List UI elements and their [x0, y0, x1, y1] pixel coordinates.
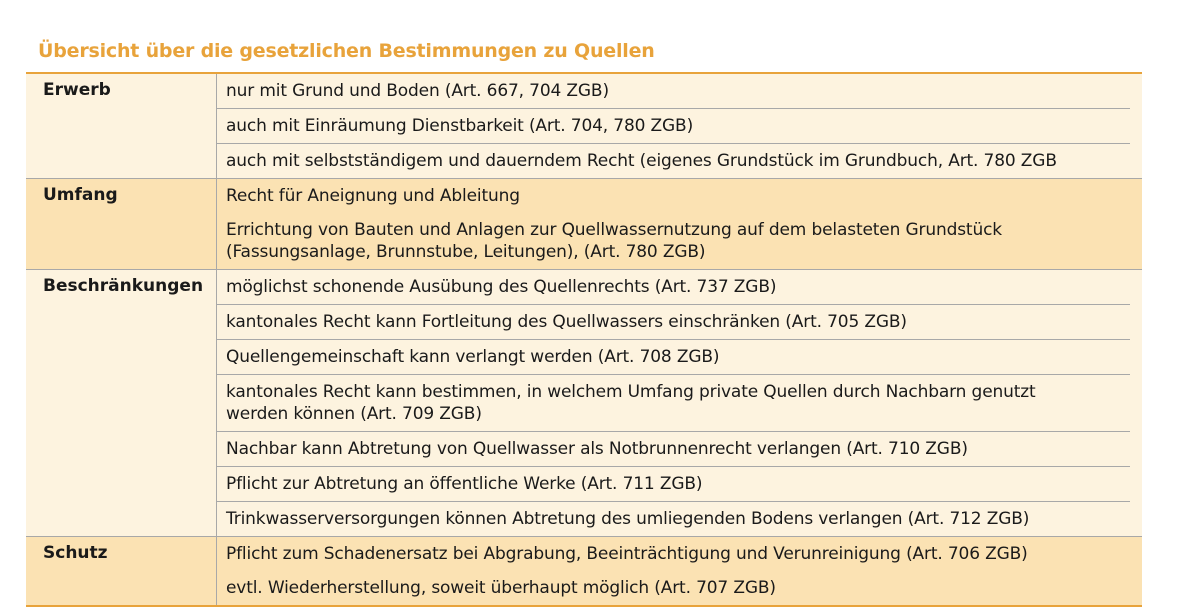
table-row: kantonales Recht kann bestimmen, in welchem Umfang private Quellen durch Nachbarn genutzt werden können (Art. 709 ZGB) [217, 374, 1130, 431]
table-row: Recht für Aneignung und Ableitung [226, 186, 520, 206]
table-row: kantonales Recht kann Fortleitung des Quellwassers einschränken (Art. 705 ZGB) [217, 304, 1130, 339]
section-label: Umfang [26, 179, 217, 269]
table-row: nur mit Grund und Boden (Art. 667, 704 ZGB) [226, 81, 609, 101]
table-row: Quellengemeinschaft kann verlangt werden (Art. 708 ZGB) [217, 339, 1130, 374]
table-row: möglichst schonende Ausübung des Quellenrechts (Art. 737 ZGB) [226, 277, 777, 297]
table-row: Pflicht zum Schadenersatz bei Abgrabung, Beeinträchtigung und Verunreinigung (Art. 706 ZGB) [226, 544, 1028, 564]
table-row: Nachbar kann Abtretung von Quellwasser als Notbrunnenrecht verlangen (Art. 710 ZGB) [217, 431, 1130, 466]
table-row: Errichtung von Bauten und Anlagen zur Quellwassernutzung auf dem belasteten Grundstück (Fassungsanlage, Brunnstube, Leitungen), (Art. 780 ZGB) [226, 220, 1002, 262]
table-row: evtl. Wiederherstellung, soweit überhaupt möglich (Art. 707 ZGB) [226, 578, 776, 598]
section-label: Schutz [26, 537, 217, 605]
section-label: Erwerb [26, 74, 217, 178]
table-row: auch mit selbstständigem und dauerndem Recht (eigenes Grundstück im Grundbuch, Art. 780 ZGB [217, 143, 1130, 178]
section-entries [217, 270, 1142, 536]
section-beschraenkungen [26, 269, 1142, 536]
section-entries [217, 74, 1142, 178]
section-schutz [26, 536, 1142, 605]
table-row: Trinkwasserversorgungen können Abtretung des umliegenden Bodens verlangen (Art. 712 ZGB) [217, 501, 1130, 536]
section-umfang [26, 178, 1142, 269]
regulations-table [26, 72, 1142, 607]
section-erwerb [26, 74, 1142, 178]
section-label: Beschränkungen [26, 270, 217, 536]
table-row: Pflicht zur Abtretung an öffentliche Werke (Art. 711 ZGB) [217, 466, 1130, 501]
table-row: auch mit Einräumung Dienstbarkeit (Art. 704, 780 ZGB) [217, 108, 1130, 143]
section-entries [217, 537, 1142, 605]
table-title: Übersicht über die gesetzlichen Bestimmungen zu Quellen [38, 40, 655, 62]
section-entries [217, 179, 1142, 269]
